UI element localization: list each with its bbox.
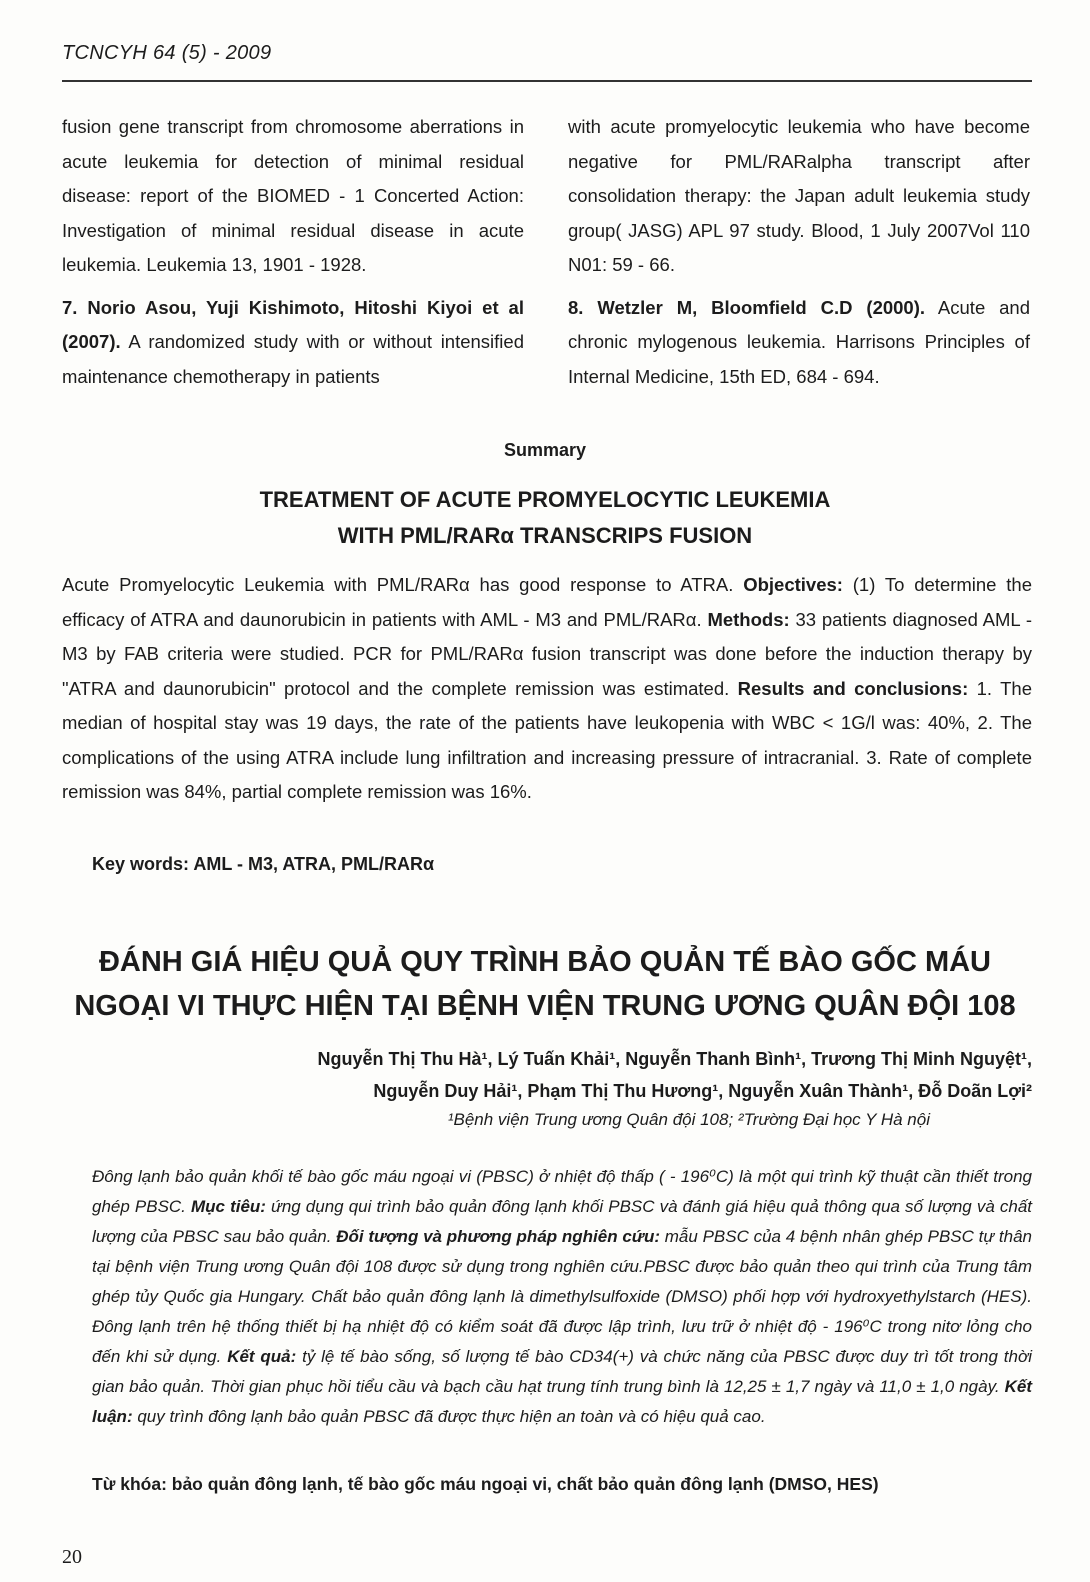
- results-label: Results and conclusions:: [737, 677, 969, 699]
- article-title-line-1: ĐÁNH GIÁ HIỆU QUẢ QUY TRÌNH BẢO QUẢN TẾ BÀO GỐC MÁU: [98, 946, 992, 978]
- vietnamese-keywords: Từ khóa: bảo quản đông lạnh, tế bào gốc máu ngoại vi, chất bảo quản đông lạnh (DMSO, HES): [92, 1474, 879, 1494]
- abstract-intro: Đông lạnh bảo quản khối tế bào gốc máu ngoại vi (PBSC) ở nhiệt độ thấp ( - 196⁰C) là một qui trình kỹ thuật cần thiết trong ghép PBSC.: [92, 1167, 1032, 1216]
- ket-qua-label: Kết quả:: [227, 1347, 297, 1366]
- reference-number: 8.: [568, 296, 584, 318]
- article-authors: [132, 1043, 1032, 1107]
- running-head: TCNCYH 64 (5) - 2009: [62, 42, 272, 64]
- reference-6-continuation: fusion gene transcript from chromosome aberrations in acute leukemia for detection of minimal residual disease: report of the BIOMED - 1 Concerted Action: Investigation of minimal residual disease in acute leukemia. Leukemia 13, 1901 - 1928.: [62, 116, 524, 275]
- methods-text: 33 patients diagnosed AML - M3 by FAB criteria were studied. PCR for PML/RARα fusion transcript was done before the induction therapy by "ATRA and daunorubicin" protocol and the complete remission was estimated.: [62, 608, 1033, 699]
- article-title: [40, 940, 1050, 1028]
- results-text: 1. The median of hospital stay was 19 days, the rate of the patients have leukopenia with WBC < 1G/l was: 40%, 2. The complications of the using ATRA include lung infiltration and increasing pressure of intracranial. 3. Rate of complete remission was 84%, partial complete remission was 16%.: [62, 677, 1032, 802]
- muc-tieu-text: ứng dụng qui trình bảo quản đông lạnh khối PBSC và đánh giá hiệu quả thông qua số lượng và chất lượng của PBSC sau bảo quản.: [92, 1197, 1033, 1246]
- vietnamese-abstract: [92, 1162, 1032, 1432]
- reference-number: 7.: [62, 296, 78, 318]
- methods-label: Methods:: [707, 608, 790, 630]
- reference-authors: Norio Asou, Yuji Kishimoto, Hitoshi Kiyoi et al (2007).: [62, 296, 524, 352]
- english-keywords: [92, 854, 434, 875]
- ket-luan-label: Kết luận:: [92, 1377, 1032, 1426]
- english-abstract: [62, 568, 1032, 810]
- reference-7: [62, 291, 524, 395]
- objectives-label: Objectives:: [743, 574, 843, 595]
- article-title-line-2: NGOẠI VI THỰC HIỆN TẠI BỆNH VIỆN TRUNG ƯƠNG QUÂN ĐỘI 108: [74, 990, 1016, 1022]
- references-left-column: [62, 110, 524, 402]
- affiliations: ¹Bệnh viện Trung ương Quân đội 108; ²Trường Đại học Y Hà nội: [447, 1110, 930, 1129]
- reference-8: [568, 291, 1030, 395]
- english-title: [60, 482, 1030, 554]
- header-rule: [62, 80, 1032, 82]
- objectives-text: (1) To determine the efficacy of ATRA and daunorubicin in patients with AML - M3 and PML/RARα.: [62, 574, 1032, 630]
- doi-tuong-label: Đối tượng và phương pháp nghiên cứu:: [336, 1227, 660, 1246]
- keywords-text: AML - M3, ATRA, PML/RARα: [193, 854, 435, 874]
- references-right-column: [568, 110, 1030, 402]
- reference-authors: Wetzler M, Bloomfield C.D (2000).: [597, 296, 926, 318]
- summary-heading: Summary: [503, 440, 587, 460]
- reference-text: Acute and chronic mylogenous leukemia. Harrisons Principles of Internal Medicine, 15th ED, 684 - 694.: [568, 296, 1030, 387]
- authors-line-1: Nguyễn Thị Thu Hà¹, Lý Tuấn Khải¹, Nguyễn Thanh Bình¹, Trương Thị Minh Nguyệt¹,: [317, 1049, 1032, 1069]
- authors-line-2: Nguyễn Duy Hải¹, Phạm Thị Thu Hương¹, Nguyễn Xuân Thành¹, Đỗ Doãn Lợi²: [373, 1081, 1032, 1101]
- english-title-line-2: WITH PML/RARα TRANSCRIPS FUSION: [337, 523, 753, 548]
- english-title-line-1: TREATMENT OF ACUTE PROMYELOCYTIC LEUKEMIA: [259, 487, 831, 512]
- ket-qua-text: tỷ lệ tế bào sống, số lượng tế bào CD34(+) và chức năng của PBSC được duy trì tốt trong thời gian bảo quản. Thời gian phục hồi tiểu cầu và bạch cầu hạt trung tính trung bình là 12,25 ± 1,7 ngày và 11,0 ± 1,0 ngày.: [92, 1347, 1032, 1396]
- keywords-label: Key words:: [92, 854, 190, 874]
- page-number: 20: [62, 1546, 82, 1568]
- reference-7-continuation: with acute promyelocytic leukemia who have become negative for PML/RARalpha transcript after consolidation therapy: the Japan adult leukemia study group( JASG) APL 97 study. Blood, 1 July 2007Vol 110 N01: 59 - 66.: [568, 116, 1030, 275]
- muc-tieu-label: Mục tiêu:: [191, 1197, 266, 1216]
- doi-tuong-text: mẫu PBSC của 4 bệnh nhân ghép PBSC tự thân tại bệnh viện Trung ương Quân đội 108 được sử dụng trong nghiên cứu.PBSC được bảo quản theo qui trình của Trung tâm ghép tủy Quốc gia Hungary. Chất bảo quản đông lạnh là dimethylsulfoxide (DMSO) phối hợp với hydroxyethylstarch (HES). Đông lạnh trên hệ thống thiết bị hạ nhiệt độ có kiểm soát đã được lập trình, lưu trữ ở nhiệt độ - 196⁰C trong nitơ lỏng cho đến khi sử dụng.: [92, 1227, 1032, 1366]
- reference-text: A randomized study with or without intensified maintenance chemotherapy in patients: [62, 331, 524, 387]
- abstract-intro: Acute Promyelocytic Leukemia with PML/RARα has good response to ATRA.: [62, 574, 734, 595]
- ket-luan-text: quy trình đông lạnh bảo quản PBSC đã được thực hiện an toàn và có hiệu quả cao.: [137, 1407, 766, 1426]
